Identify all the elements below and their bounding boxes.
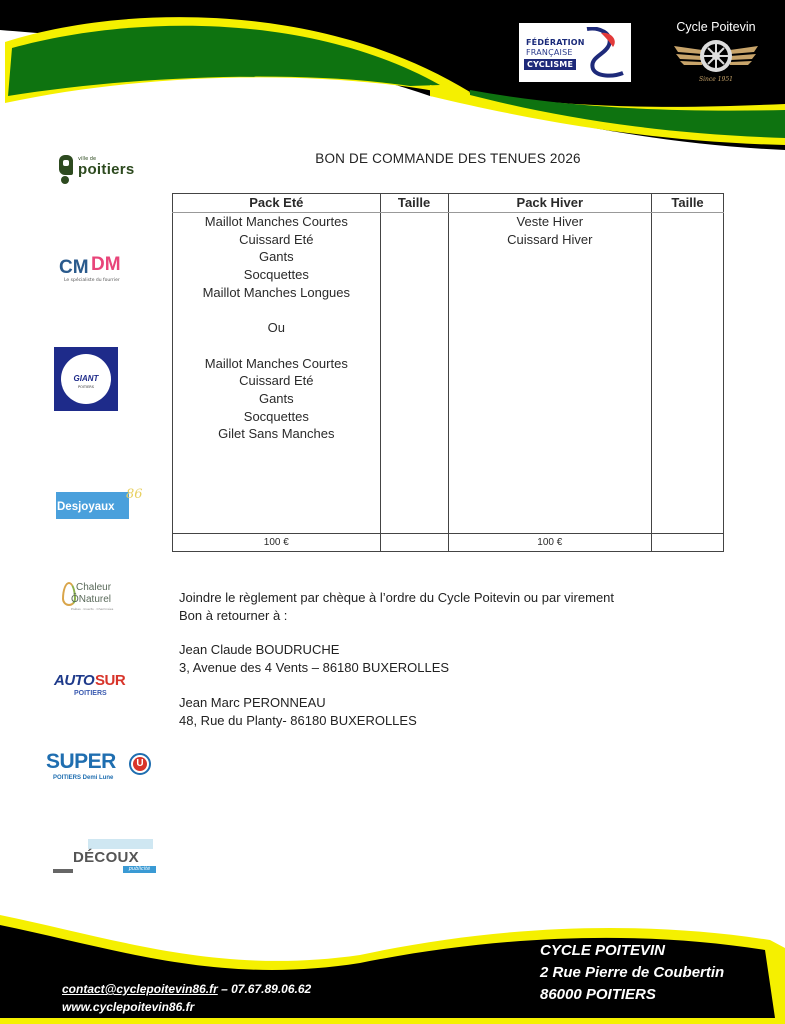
- return-to-label: Bon à retourner à :: [179, 607, 288, 623]
- club-logo-name: Cycle Poitevin: [676, 20, 756, 34]
- decoux-name: DÉCOUX: [73, 849, 139, 866]
- decoux-tag: publicité: [123, 866, 156, 873]
- club-logo-since: Since 1951: [699, 76, 733, 83]
- footer-city: 86000 POITIERS: [540, 986, 656, 1003]
- footer-website[interactable]: www.cyclepoitevin86.fr: [62, 1000, 195, 1014]
- pack-ete-or: Ou: [267, 320, 285, 336]
- chaleur-tagline: Poêles · Inserts · Cheminées: [71, 607, 114, 611]
- superu-sub: POITIERS Demi Lune: [53, 775, 114, 781]
- footer-yellow-line: [0, 1018, 785, 1024]
- pack-ete-item: Maillot Manches Longues: [202, 284, 351, 300]
- ffc-line1: FÉDÉRATION: [526, 38, 585, 47]
- pack-ete-item: Gants: [258, 390, 294, 406]
- page-title: BON DE COMMANDE DES TENUES 2026: [315, 151, 581, 166]
- instructions: [179, 589, 614, 729]
- poitiers-mark-icon: [59, 155, 73, 175]
- pack-hiver-item: Veste Hiver: [516, 214, 584, 229]
- cmdm-tagline: Le spécialiste du fourrier: [64, 278, 120, 283]
- chaleur-line2: ÔNaturel: [71, 594, 112, 605]
- pack-ete-spacer: [173, 337, 380, 355]
- sponsor-giant: [54, 347, 118, 411]
- pack-hiver-items: [448, 213, 652, 534]
- autosur-part2: SUR: [95, 672, 126, 689]
- contact2-address: 48, Rue du Planty- 86180 BUXEROLLES: [179, 712, 417, 728]
- decoux-grey-bar: [53, 869, 73, 873]
- pack-ete-items: [173, 213, 381, 534]
- footer-club-name: CYCLE POITEVIN: [540, 942, 666, 959]
- order-table: [172, 193, 724, 552]
- footer-street: 2 Rue Pierre de Coubertin: [540, 964, 725, 981]
- superu-u-letter: U: [133, 757, 147, 771]
- table-header-row: [173, 194, 724, 213]
- cmdm-part2: DM: [91, 254, 121, 275]
- poitiers-small: ville de: [78, 156, 97, 162]
- footer-contact: [62, 980, 311, 1016]
- giant-name: GIANT: [73, 374, 99, 383]
- pack-ete-item: Gants: [258, 249, 294, 265]
- pack-ete-spacer: [173, 301, 380, 319]
- pack-ete-item: Gilet Sans Manches: [218, 426, 335, 442]
- footer-phone: – 07.67.89.06.62: [217, 982, 312, 996]
- taille-hiver-cell[interactable]: [652, 213, 724, 534]
- pack-ete-item: Cuissard Eté: [239, 373, 314, 389]
- club-logo: [664, 18, 768, 90]
- header-taille-hiver: Taille: [652, 194, 724, 213]
- ffc-line3: CYCLISME: [524, 59, 576, 70]
- chainring-wings-icon: [672, 38, 760, 74]
- superu-u-icon: [129, 753, 151, 775]
- poitiers-dot-icon: [61, 176, 69, 184]
- footer-email-link[interactable]: contact@cyclepoitevin86.fr: [62, 982, 218, 996]
- poitiers-name: poitiers: [78, 161, 135, 178]
- contact2-name: Jean Marc PERONNEAU: [179, 694, 326, 710]
- pack-ete-item: Maillot Manches Courtes: [204, 355, 348, 371]
- footer-address: [540, 940, 724, 1006]
- price-pack-hiver: 100 €: [448, 534, 652, 552]
- price-taille-hiver-empty: [652, 534, 724, 552]
- header-taille-ete: Taille: [380, 194, 448, 213]
- giant-circle: [61, 354, 111, 404]
- sponsor-cmdm: [50, 254, 145, 286]
- sponsor-desjoyaux: [54, 487, 146, 527]
- table-price-row: [173, 534, 724, 552]
- desjoyaux-number: 86: [126, 487, 143, 502]
- sponsor-autosur: [52, 670, 136, 702]
- ffc-swoosh-icon: [579, 27, 627, 79]
- price-pack-ete: 100 €: [173, 534, 381, 552]
- taille-ete-cell[interactable]: [380, 213, 448, 534]
- ffc-line2: FRANÇAISE: [526, 48, 573, 57]
- giant-sub: POITIERS: [78, 385, 94, 389]
- pack-hiver-item: Cuissard Hiver: [507, 231, 593, 247]
- autosur-part1: AUTO: [54, 672, 95, 689]
- ffc-logo: [519, 23, 631, 82]
- decoux-bar: [88, 839, 153, 849]
- cmdm-part1: CM: [59, 257, 89, 278]
- sponsor-decoux: [53, 837, 161, 877]
- desjoyaux-name: Desjoyaux: [57, 501, 115, 513]
- contact1-address: 3, Avenue des 4 Vents – 86180 BUXEROLLES: [179, 660, 450, 676]
- sponsor-ville-de-poitiers: [50, 152, 145, 186]
- pack-ete-item: Socquettes: [243, 408, 309, 424]
- chaleur-line1: Chaleur: [76, 582, 112, 593]
- pack-ete-item: Maillot Manches Courtes: [204, 214, 348, 229]
- table-items-row: [173, 213, 724, 534]
- autosur-sub: POITIERS: [74, 690, 107, 697]
- sponsor-super-u: [46, 750, 156, 784]
- pack-ete-item: Cuissard Eté: [239, 231, 314, 247]
- header-pack-ete: Pack Eté: [173, 194, 381, 213]
- pack-ete-item: Socquettes: [243, 267, 309, 283]
- superu-name: SUPER: [46, 750, 116, 773]
- price-taille-ete-empty: [380, 534, 448, 552]
- sponsor-chaleur-o-naturel: [58, 580, 128, 614]
- header-pack-hiver: Pack Hiver: [448, 194, 652, 213]
- contact1-name: Jean Claude BOUDRUCHE: [179, 642, 340, 658]
- payment-instructions: Joindre le règlement par chèque à l’ordre du Cycle Poitevin ou par virement: [179, 590, 615, 605]
